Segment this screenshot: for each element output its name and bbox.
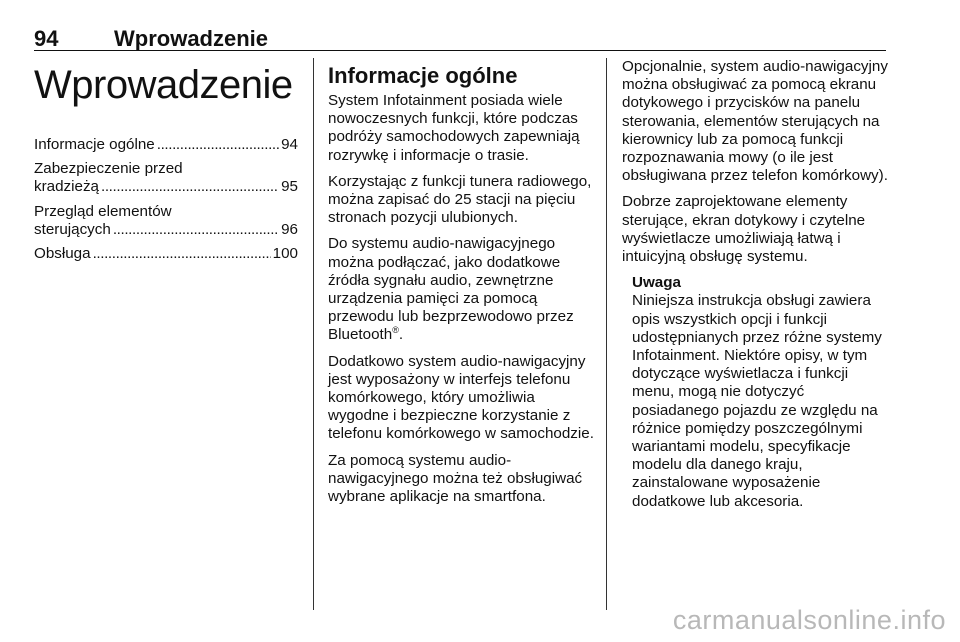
toc-entry-label: Obsługa xyxy=(34,245,91,263)
toc-leader-dots xyxy=(113,221,279,239)
toc-entry-page: 100 xyxy=(272,245,298,263)
toc-entry-page: 95 xyxy=(281,178,298,196)
table-of-contents xyxy=(34,136,298,263)
paragraph: Dobrze zaprojektowane elementy sterujące, ekran dotykowy i czytelne wyświetlacze umożliwiają łatwą i intuicyjną obsługę systemu. xyxy=(622,193,866,266)
toc-entry-label: sterujących xyxy=(34,220,111,238)
toc-entry-przeglad[interactable] xyxy=(34,203,298,239)
page-number: 94 xyxy=(34,26,59,51)
paragraph: Za pomocą systemu audio-nawigacyjnego można też obsługiwać wybrane aplikacje na smartfona. xyxy=(328,451,583,506)
paragraph-period: . xyxy=(398,326,404,344)
toc-entry-label: Informacje ogólne xyxy=(34,136,155,153)
section-title: Informacje ogólne xyxy=(328,63,518,88)
chapter-column xyxy=(34,58,298,269)
toc-entry-informacje-ogolne[interactable] xyxy=(34,136,298,154)
paragraph: System Infotainment posiada wiele nowoczesnych funkcji, które podczas podróży samochodowych zapewniają rozrywkę i informacje o trasie. xyxy=(328,92,580,164)
toc-entry-label: kradzieżą xyxy=(34,178,99,196)
note-box xyxy=(632,274,888,511)
registered-mark: ® xyxy=(392,325,399,336)
paragraph: Opcjonalnie, system audio-nawigacyjny można obsługiwać za pomocą ekranu dotykowego i przycisków na panelu sterowania, elementów sterujących na kierownicy lub za pomocą funkcji rozpoznawania mowy (o ile jest obsługiwana przez telefon komórkowy). xyxy=(622,58,888,185)
toc-entry-label: Zabezpieczenie przed xyxy=(34,160,183,178)
paragraph xyxy=(328,235,594,344)
toc-leader-dots xyxy=(93,245,271,263)
column-divider-right xyxy=(606,58,607,610)
paragraph-text: Do systemu audio-nawigacyjnego można podłączać, jako dodatkowe źródła sygnału audio, zewnętrzne urządzenia pamięci za pomocą przewodu lub bezprzewodowo przez Bluetooth xyxy=(328,235,574,344)
toc-leader-dots xyxy=(157,136,279,154)
toc-entry-label: Przegląd elementów xyxy=(34,202,172,220)
paragraph: Korzystając z funkcji tunera radiowego, można zapisać do 25 stacji na pięciu stronach pozycji ulubionych. xyxy=(328,172,592,227)
paragraph: Dodatkowo system audio-nawigacyjny jest wyposażony w interfejs telefonu komórkowego, który umożliwia wygodne i bezpieczne korzystanie z telefonu komórkowego w samochodzie. xyxy=(328,352,594,443)
section-column xyxy=(328,58,594,514)
toc-entry-page: 96 xyxy=(281,220,298,238)
continuation-column xyxy=(622,58,888,511)
note-text: Niniejsza instrukcja obsługi zawiera opis wszystkich opcji i funkcji udostępnianych przez różne systemy Infotainment. Niektóre opisy, w tym dotyczące wyświetlacza i funkcji menu, mogą nie dotyczyć posiadanego pojazdu ze względu na różnice pomiędzy poszczególnymi wariantami modelu, specyfikacje modelu dla danego kraju, zainstalowane wyposażenie dodatkowe lub akcesoria. xyxy=(632,292,882,510)
toc-leader-dots xyxy=(101,178,279,196)
watermark: carmanualsonline.info xyxy=(672,605,946,635)
running-head: Wprowadzenie xyxy=(114,26,269,51)
toc-entry-page: 94 xyxy=(281,136,298,153)
column-divider-left xyxy=(313,58,314,610)
chapter-title: Wprowadzenie xyxy=(34,63,293,107)
toc-entry-zabezpieczenie[interactable] xyxy=(34,160,298,196)
header-rule xyxy=(34,50,886,51)
note-title: Uwaga xyxy=(632,274,681,292)
toc-entry-obsluga[interactable] xyxy=(34,245,298,263)
